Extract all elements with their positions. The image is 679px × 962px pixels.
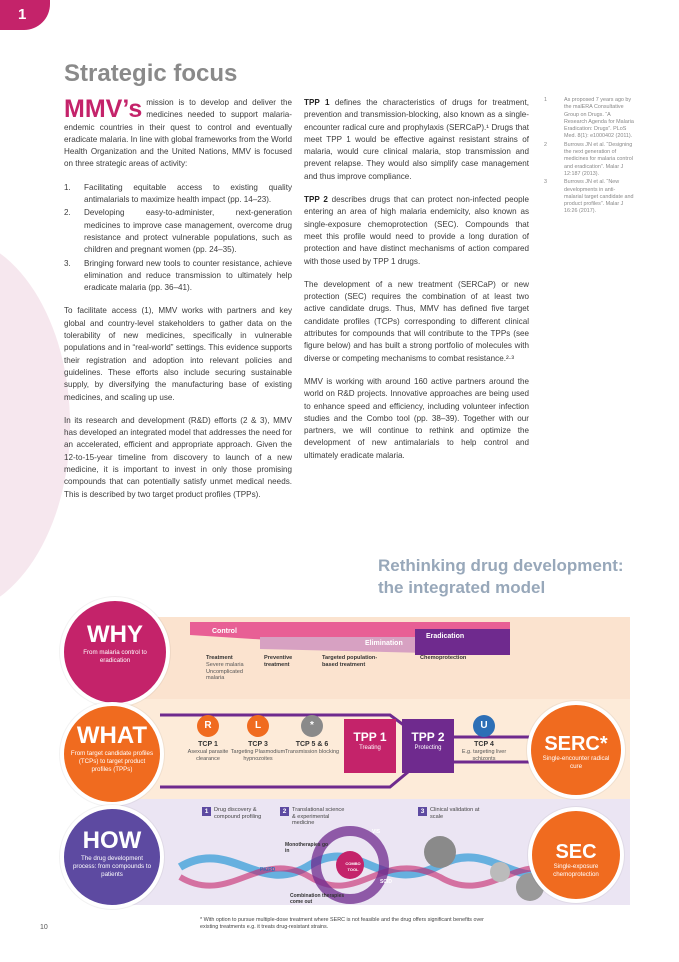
elimination-label: Elimination bbox=[365, 640, 403, 647]
tcp-name: TCP 5 & 6 bbox=[295, 741, 329, 748]
mosquito-icon: * bbox=[301, 715, 323, 737]
tpp-name: TPP 2 bbox=[411, 730, 445, 744]
sec-label: SEC bbox=[555, 841, 597, 863]
tpp2-text: describes drugs that can protect non-infected people entering an area of high malaria endemicity, also known as single-exposure chemoprotection (SEC). Compounds that meet this profile would need to provide a long duration of protection and have distinct mechanisms of action compared with those used by TPP 1 drugs. bbox=[304, 195, 529, 266]
combo-tool-label: COMBO TOOL bbox=[345, 861, 361, 872]
sec-circle bbox=[528, 807, 624, 903]
endnote-text: As proposed 7 years ago by the malERA Consultative Group on Drugs. “A Research Agenda for Malaria Eradication: Drugs”. PLoS Med. 8(1): e1000402 (2011). bbox=[564, 97, 634, 140]
list-text: Facilitating equitable access to existing quality antimalarials to maximize health impact (pp. 14–23). bbox=[84, 182, 292, 205]
endnote-number: 1 bbox=[544, 97, 547, 103]
list-number: 1. bbox=[64, 182, 71, 192]
why-circle bbox=[60, 597, 170, 707]
diagram-footnote: * With option to pursue multiple-dose treatment where SERC is not feasible and the drug offers significant benefits over existing treatments e.g. it treats drug-resistant strains. bbox=[200, 917, 484, 930]
tpp-desc: Treating bbox=[359, 745, 381, 751]
step-2 bbox=[280, 807, 348, 827]
list-text: Developing easy-to-administer, next-generation medicines to improve case management, overcome drug resistance and protect vulnerable populations, such as children and pregnant women (pp. 24–35). bbox=[84, 208, 292, 255]
diagram-title-line-1: Rethinking drug development: bbox=[378, 556, 624, 575]
chapter-badge bbox=[0, 0, 50, 30]
tcp5-6 bbox=[284, 715, 340, 756]
pill-icon bbox=[490, 862, 510, 882]
step-text: Drug discovery & compound profiling bbox=[214, 807, 262, 820]
integrated-model-diagram bbox=[60, 597, 679, 907]
strategy-chemoprotection bbox=[420, 655, 490, 662]
strategy-title: Preventive treatment bbox=[264, 655, 293, 668]
combination-therapies-label: Combination therapies come out bbox=[290, 893, 345, 905]
serc-sub: Single-encounter radical cure bbox=[542, 755, 610, 770]
tpp2-box bbox=[402, 719, 454, 773]
tcp-desc: E.g. targeting liver schizonts bbox=[461, 749, 507, 762]
diagram-title bbox=[378, 555, 624, 599]
pkpd-label: PK/PD bbox=[260, 867, 276, 873]
vis-label: VIS bbox=[372, 829, 381, 835]
tcp-name: TCP 3 bbox=[248, 741, 268, 748]
step-number: 3 bbox=[418, 807, 427, 816]
sec-sub: Single-exposure chemoprotection bbox=[553, 863, 599, 878]
list-text: Bringing forward new tools to counter resistance, achieve elimination and reduce transmission to ultimately help eradicate malaria (pp. 36–41). bbox=[84, 258, 292, 293]
red-blood-cell-icon: R bbox=[197, 715, 219, 737]
how-sub: The drug development process: from compounds to patients bbox=[72, 855, 152, 878]
tcp4 bbox=[456, 715, 512, 762]
step-number: 1 bbox=[202, 807, 211, 816]
tcp-desc: Asexual parasite clearance bbox=[187, 749, 229, 762]
middle-column bbox=[304, 97, 529, 473]
endnotes bbox=[544, 97, 634, 227]
how-label: HOW bbox=[82, 827, 142, 854]
endnote-number: 2 bbox=[544, 141, 547, 148]
list-number: 2. bbox=[64, 208, 71, 218]
list-number: 3. bbox=[64, 258, 71, 268]
tcp1 bbox=[180, 715, 236, 762]
control-label: Control bbox=[212, 628, 237, 635]
tcp-desc: Targeting Plasmodium hypnozoites bbox=[230, 749, 286, 762]
serc-circle bbox=[527, 701, 625, 799]
left-column bbox=[64, 97, 292, 512]
how-circle bbox=[60, 805, 164, 909]
endnote-text: Burrows JN et al. “Designing the next generation of medicines for malaria control and eradication”. Malar J 12:187 (2013). bbox=[564, 141, 633, 177]
chapter-number: 1 bbox=[18, 6, 27, 23]
tpp-desc: Protecting bbox=[414, 745, 442, 751]
strategy-title: Targeted population-based treatment bbox=[322, 655, 378, 668]
strategy-title: Treatment bbox=[206, 655, 233, 661]
why-sub: From malaria control to eradication bbox=[83, 649, 147, 664]
endnote bbox=[544, 179, 634, 215]
diagram-title-line-2: the integrated model bbox=[378, 578, 546, 597]
list-item bbox=[64, 182, 292, 207]
page-number: 10 bbox=[40, 924, 48, 931]
strategy-sub: Severe malaria Uncomplicated malaria bbox=[206, 661, 244, 682]
serc-label: SERC* bbox=[544, 733, 608, 755]
scid-label: SCID bbox=[380, 879, 392, 885]
step-3 bbox=[418, 807, 488, 820]
endnote-number: 3 bbox=[544, 179, 547, 186]
tcp3 bbox=[230, 715, 286, 762]
what-circle bbox=[60, 702, 164, 806]
step-1 bbox=[202, 807, 272, 820]
step-text: Clinical validation at scale bbox=[430, 807, 480, 820]
page-title: Strategic focus bbox=[64, 60, 238, 87]
step-text: Translational science & experimental medicine bbox=[292, 807, 345, 827]
strategic-areas-list bbox=[64, 182, 292, 295]
endnote-text: Burrows JN et al. “New developments in anti-malarial target candidate and product profiles”. Malar J 16:26 (2017). bbox=[564, 179, 634, 215]
tpp2-label: TPP 2 bbox=[304, 195, 328, 205]
eradication-label: Eradication bbox=[426, 633, 465, 640]
strategy-targeted bbox=[322, 655, 378, 669]
liver-icon: L bbox=[247, 715, 269, 737]
shield-icon: U bbox=[473, 715, 495, 737]
tpp-name: TPP 1 bbox=[353, 730, 387, 744]
tpp1-box bbox=[344, 719, 396, 773]
partners-paragraph: MMV is working with around 160 active partners around the world on R&D projects. Innovative approaches are being used to enhance speed and efficiency, including volunteer infection studies and the Combo tool (pp. 38–39). Together with our partners, we will continue to rethink and optimize the development of new antimalarials to help control and ultimately eradicate malaria. bbox=[304, 376, 529, 460]
list-item bbox=[64, 207, 292, 256]
rnd-paragraph: In its research and development (R&D) efforts (2 & 3), MMV has developed an integrated model that addresses the need for an accelerated, efficient and appropriate approach. Given the 12-to-15-year timeline from discovery to launch of a new medicine, it is important to invest in only those promising compounds that can potentially satisfy unmet medical needs. This is described by two target product profiles (TPPs). bbox=[64, 415, 292, 499]
strategy-title: Chemoprotection bbox=[420, 655, 467, 661]
tpp1-text: defines the characteristics of drugs for treatment, prevention and transmission-blocking, also known as a single-encounter radical cure and prophylaxis (SERCaP).¹ Drugs that meet TPP 1 would be effective against resistant strains of malaria, would cure clinical malaria, stop transmission and prevent relapse. They would also simplify case management and thus improve compliance. bbox=[304, 98, 529, 181]
endnote bbox=[544, 97, 634, 141]
tcp-name: TCP 1 bbox=[198, 741, 218, 748]
step-number: 2 bbox=[280, 807, 289, 816]
dropcap-mmv: MMV’s bbox=[64, 95, 143, 123]
what-label: WHAT bbox=[76, 722, 148, 749]
combination-paragraph: The development of a new treatment (SERCaP) or new protection (SEC) requires the combination of at least two active candidate drugs. Thus, MMV has defined five target candidate profiles (TCPs) corresponding to different clinical attributes for compounds that will contribute to the TPPs (see figure below) and has built a strong portfolio of molecules with diverse or competing mechanisms to combat resistance.²·³ bbox=[304, 279, 529, 363]
strategy-preventive bbox=[264, 655, 308, 669]
access-paragraph: To facilitate access (1), MMV works with partners and key global and country-level stakeholders to gather data on the tolerability of new medicines, specifically in vulnerable populations and in “real-world” settings. This evidence supports their registration and adoption into relevant policies and guidelines. These efforts also include securing sustainable supply, by diversifying the manufacturing base of existing medicines, and scaling up use. bbox=[64, 306, 292, 402]
monotherapies-label: Monotherapies go in bbox=[285, 842, 329, 854]
what-sub: From target candidate profiles (TCPs) to target product profiles (TPPs) bbox=[70, 750, 154, 773]
why-label: WHY bbox=[87, 621, 143, 648]
tcp-name: TCP 4 bbox=[474, 741, 494, 748]
pill-pack-icon bbox=[424, 836, 456, 868]
list-item bbox=[64, 258, 292, 295]
decorative-side-arc bbox=[0, 235, 70, 615]
endnote bbox=[544, 142, 634, 178]
tcp-desc: Transmission blocking bbox=[284, 749, 340, 755]
tpp1-label: TPP 1 bbox=[304, 98, 330, 107]
strategy-treatment bbox=[206, 655, 256, 682]
intro-text: mission is to develop and deliver the medicines needed to support malaria-endemic countries in their quest to control and eventually eradicate malaria. In line with global frameworks from the World Health Organization and the United Nations, MMV is focused on three strategic areas of activity: bbox=[64, 98, 292, 169]
